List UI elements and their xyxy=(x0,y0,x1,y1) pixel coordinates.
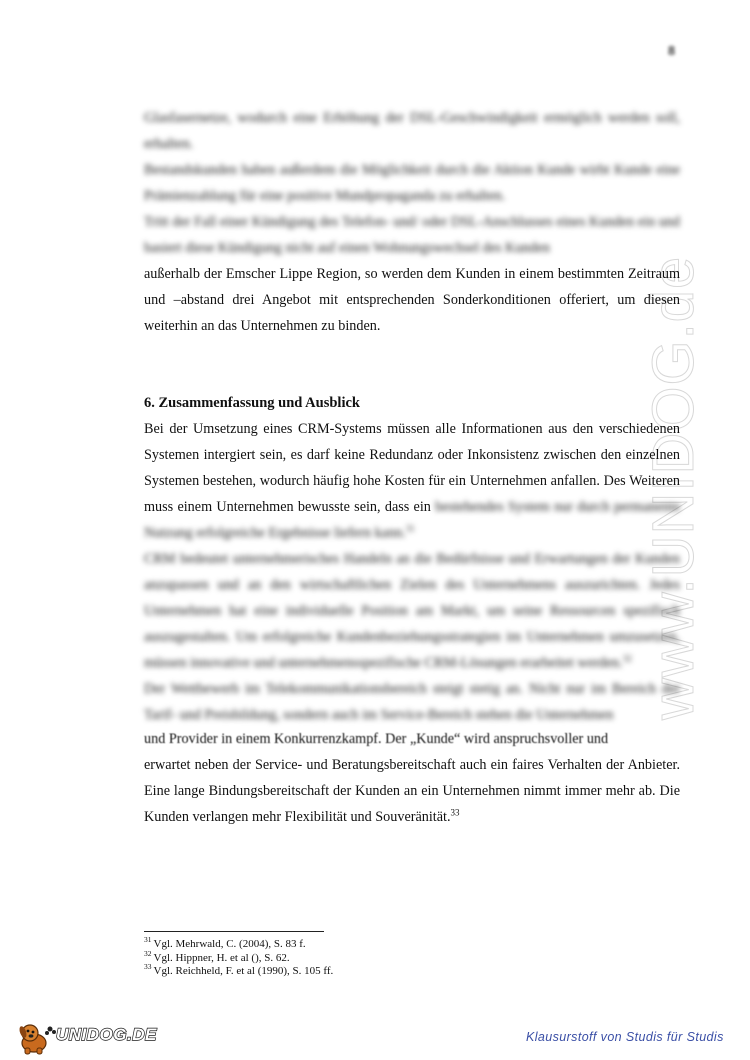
footnote-separator xyxy=(144,931,324,932)
page-content xyxy=(144,105,680,830)
page-number: 8 xyxy=(668,44,675,59)
blurred-paragraph: Bestandskunden haben außerdem die Möglichkeit durch die Aktion Kunde wirbt Kunde eine Prämienzahlung für eine positive Mundpropaganda zu erhalten. xyxy=(144,162,680,204)
watermark: www.UNIDOG.de xyxy=(641,255,706,720)
footnote: $^{33}$ Vgl. Reichheld, F. et al (1990), S. 105 ff. xyxy=(144,962,334,977)
tagline: Klausurstoff von Studis für Studis xyxy=(526,1030,724,1044)
blurred-paragraph: Glasfasernetze, wodurch eine Erhöhung der DSL-Geschwindigkeit ermöglich werden soll, erhalten. xyxy=(144,110,680,152)
unidog-logo[interactable] xyxy=(16,1021,157,1055)
body-paragraph: außerhalb der Emscher Lippe Region, so werden dem Kunden in einem bestimmten Zeitraum und –abstand drei Angebot mit entsprechenden Sonderkonditionen offeriert, um diesen weiterhin an das Unternehmen zu binden. xyxy=(144,266,680,334)
footnote-ref: 31 xyxy=(405,523,415,534)
blurred-paragraph: Der Wettbewerb im Telekommunikationsbereich steigt stetig an. Nicht nur im Bereich der Tarif- und Preisbildung, sondern auch im Service-Bereich stehen die Unternehmen xyxy=(144,681,680,723)
section-heading: 6. Zusammenfassung und Ausblick xyxy=(144,395,360,411)
clear-text: Bei der Umsetzung eines CRM-Systems müssen alle Informationen aus den verschiedenen Systemen intergiert sein, es darf keine Redundanz oder Inkonsistenz zwischen den einzelnen Systemen bestehen, wodurch häufig hohe Kosten für ein Unternehmen anfallen. Des Weiteren muss einem Unternehmen bewusste sein, dass ein xyxy=(144,421,680,515)
logo-text: UNIDOG.DE xyxy=(56,1025,157,1044)
body-paragraph: erwartet neben der Service- und Beratungsbereitschaft auch ein faires Verhalten der Anbieter. Eine lange Bindungsbereitschaft der Kunden an ein Unternehmen nimmt immer mehr ab. Die Kunden verlangen mehr Flexibilität und Souveränität.$^{33}$ xyxy=(144,757,680,825)
footnote-ref: 32 xyxy=(622,653,632,664)
blurred-text: bestehendes System nur durch permanente Nutzung erfolgreiche Ergebnisse liefern kann.$^{31}$ xyxy=(144,499,680,541)
partially-obscured-line: und Provider in einem Konkurrenzkampf. Der „Kunde“ wird anspruchsvoller und xyxy=(144,731,609,747)
body-paragraph xyxy=(144,416,680,546)
dog-icon xyxy=(16,1021,58,1055)
footnote-ref: 33 xyxy=(450,807,460,818)
footnotes xyxy=(144,935,594,979)
footnote: $^{32}$ Vgl. Hippner, H. et al (), S. 62. xyxy=(144,948,290,964)
section-gap xyxy=(144,339,680,390)
footnote: $^{31}$ Vgl. Mehrwald, C. (2004), S. 83 f. xyxy=(144,935,306,950)
blurred-paragraph: CRM bedeutet unternehmerisches Handeln an die Bedürfnisse und Erwartungen der Kunden anzupassen und an den wirtschaftlichen Zielen des Unternehmens auszurichten. Jedes Unternehmen hat eine individuelle Position am Markt, um seine Ressourcen spezifisch auszugestalten. Um erfolgreiche Kundenbeziehungsstrategien im Unternehmen umzusetzen, müssen innovative und unternehmensspezifische CRM-Lösungen erarbeitet werden.$^{32}$ xyxy=(144,551,680,671)
blurred-paragraph: Tritt der Fall einer Kündigung des Telefon- und/ oder DSL-Anschlusses eines Kunden ein und basiert diese Kündigung nicht auf einen Wohnungswechsel des Kunden xyxy=(144,214,680,256)
